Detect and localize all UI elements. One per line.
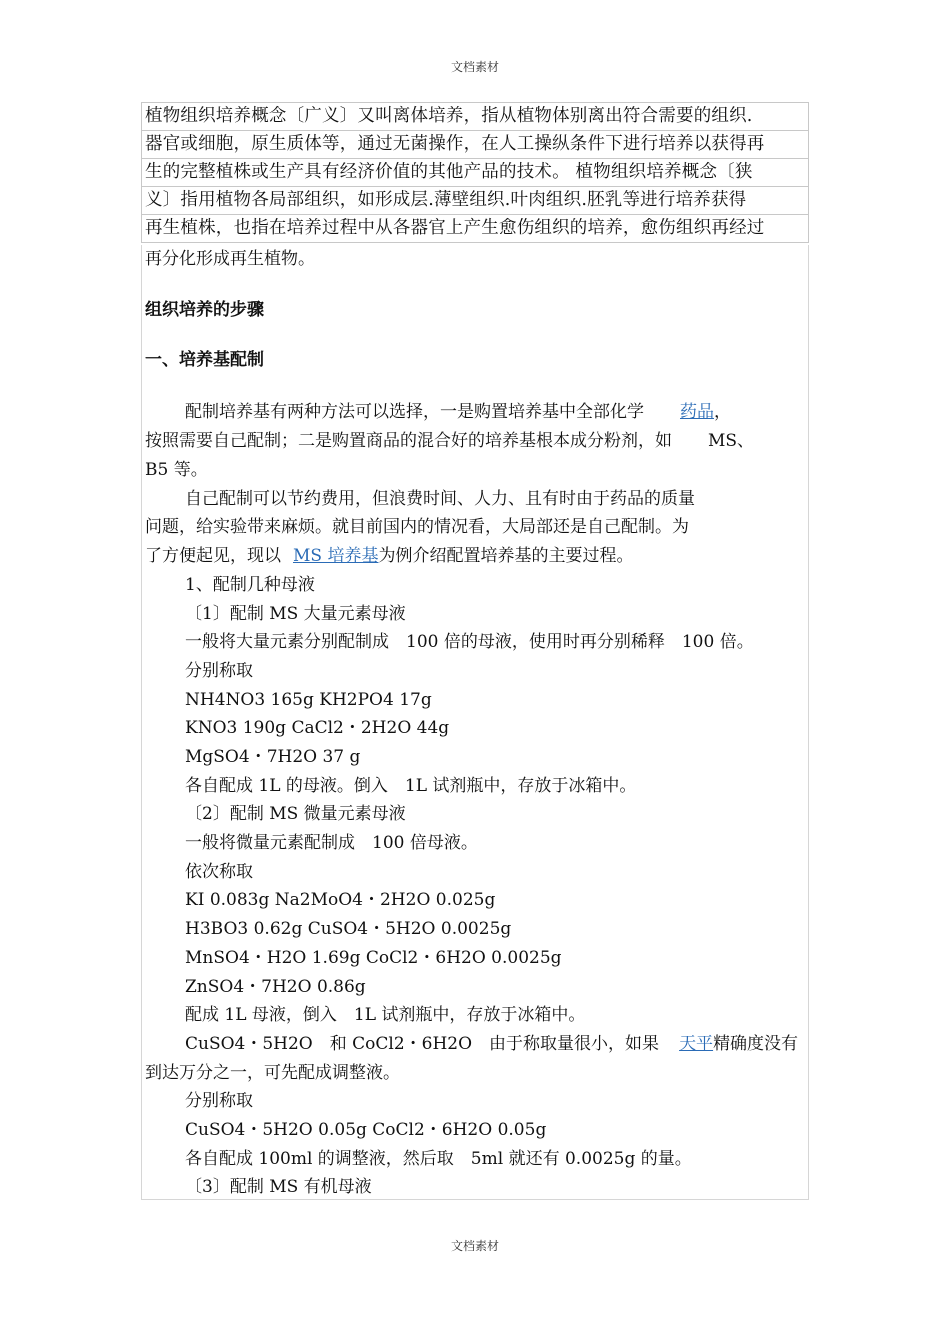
paragraph-line: 依次称取 <box>185 862 253 882</box>
text: 精确度没有 <box>713 1034 799 1054</box>
text: 按照需要自己配制；二是购置商品的混合好的培养基根本成分粉剂，如 <box>145 431 672 451</box>
intro-line: 再生植株，也指在培养过程中从各器官上产生愈伤组织的培养，愈伤组织再经过 <box>141 214 809 243</box>
paragraph-line: 自己配制可以节约费用，但浪费时间、人力、且有时由于药品的质量 <box>185 489 695 509</box>
main-content <box>141 245 809 1200</box>
intro-last-line: 再分化形成再生植物。 <box>145 249 315 269</box>
subsection-heading: 〔3〕配制 MS 有机母液 <box>185 1177 372 1197</box>
paragraph-line <box>145 427 754 455</box>
intro-definition-block <box>141 102 809 243</box>
paragraph-line: 分别称取 <box>185 661 253 681</box>
link-medicine[interactable]: 药品 <box>680 402 714 422</box>
link-ms-medium[interactable]: MS 培养基 <box>293 546 379 566</box>
text: 为例介绍配置培养基的主要过程。 <box>378 546 634 566</box>
formula-line: KI 0.083g Na2MoO4・2H2O 0.025g <box>185 890 496 910</box>
formula-line: CuSO4・5H2O 0.05g CoCl2・6H2O 0.05g <box>185 1120 547 1140</box>
formula-line: KNO3 190g CaCl2・2H2O 44g <box>185 718 450 738</box>
subsection-heading: 〔1〕配制 MS 大量元素母液 <box>185 604 406 624</box>
formula-line: NH4NO3 165g KH2PO4 17g <box>185 690 432 710</box>
paragraph-line: 配成 1L 母液，倒入 1L 试剂瓶中，存放于冰箱中。 <box>185 1005 586 1025</box>
formula-line: ZnSO4・7H2O 0.86g <box>185 977 366 997</box>
paragraph-line: 一般将微量元素配制成 100 倍母液。 <box>185 833 478 853</box>
paragraph-line: 问题，给实验带来麻烦。就目前国内的情况看，大局部还是自己配制。为 <box>145 517 689 537</box>
intro-line: 器官或细胞，原生质体等，通过无菌操作，在人工操纵条件下进行培养以获得再 <box>141 130 809 159</box>
section-heading-steps: 组织培养的步骤 <box>145 300 264 320</box>
text: 配制培养基有两种方法可以选择，一是购置培养基中全部化学 <box>185 402 644 422</box>
paragraph-line <box>145 542 633 570</box>
page-header: 文档素材 <box>450 60 499 74</box>
intro-line: 生的完整植株或生产具有经济价值的其他产品的技术。 植物组织培养概念〔狭 <box>141 158 809 187</box>
link-balance[interactable]: 天平 <box>679 1034 714 1054</box>
step-heading: 1、配制几种母液 <box>185 575 315 595</box>
page-footer: 文档素材 <box>450 1239 499 1253</box>
formula-line: MgSO4・7H2O 37 g <box>185 747 361 767</box>
section-heading-medium: 一、培养基配制 <box>145 350 264 370</box>
paragraph-line: 各自配成 1L 的母液。倒入 1L 试剂瓶中，存放于冰箱中。 <box>185 776 637 796</box>
paragraph-line: B5 等。 <box>145 460 208 480</box>
formula-line: MnSO4・H2O 1.69g CoCl2・6H2O 0.0025g <box>185 948 562 968</box>
paragraph-line <box>185 398 731 426</box>
formula-line: H3BO3 0.62g CuSO4・5H2O 0.0025g <box>185 919 512 939</box>
text: ， <box>714 402 731 422</box>
paragraph-line <box>185 1030 798 1058</box>
intro-line: 植物组织培养概念〔广义〕又叫离体培养，指从植物体别离出符合需要的组织. <box>141 102 809 131</box>
paragraph-line: 到达万分之一，可先配成调整液。 <box>145 1063 400 1083</box>
subsection-heading: 〔2〕配制 MS 微量元素母液 <box>185 804 406 824</box>
paragraph-line: 各自配成 100ml 的调整液，然后取 5ml 就还有 0.0025g 的量。 <box>185 1149 692 1169</box>
text: 了方便起见，现以 <box>145 546 281 566</box>
text: CuSO4・5H2O 和 CoCl2・6H2O 由于称取量很小，如果 <box>185 1034 660 1054</box>
intro-line: 义〕指用植物各局部组织，如形成层.薄壁组织.叶肉组织.胚乳等进行培养获得 <box>141 186 809 215</box>
paragraph-line: 分别称取 <box>185 1091 253 1111</box>
paragraph-line: 一般将大量元素分别配制成 100 倍的母液，使用时再分别稀释 100 倍。 <box>185 632 754 652</box>
text: MS、 <box>708 431 755 451</box>
